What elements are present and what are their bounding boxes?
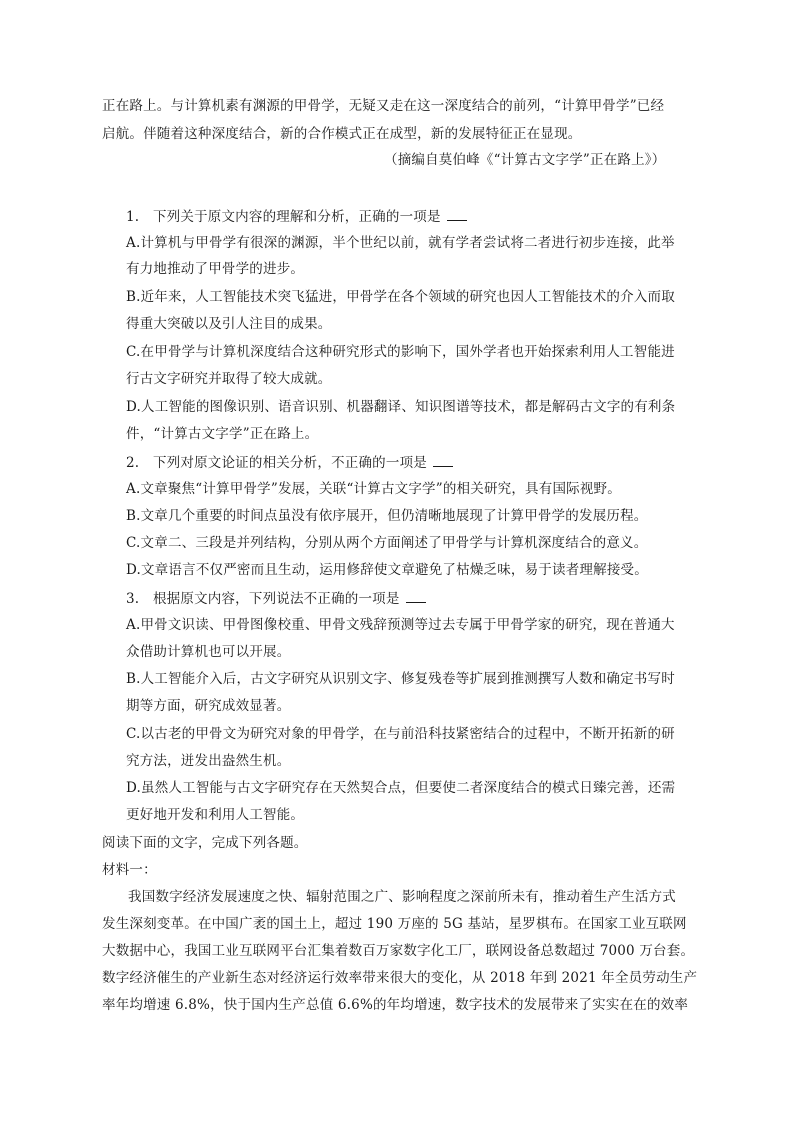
answer-blank[interactable] [406, 588, 426, 603]
question-3-stem [126, 588, 426, 609]
source-citation: （摘编自莫伯峰《“计算古文字学”正在路上》） [384, 152, 666, 168]
q1-option-d-line-1: D.人工智能的图像识别、语音识别、机器翻译、知识图谱等技术，都是解码古文字的有利条 [126, 399, 676, 415]
q2-option-d: D.文章语言不仅严密而且生动，运用修辞使文章避免了枯燥乏味，易于读者理解接受。 [126, 562, 648, 578]
q3-option-d-line-2: 更好地开发和利用人工智能。 [126, 807, 305, 823]
q3-option-b-line-2: 期等方面，研究成效显著。 [126, 698, 291, 714]
q2-option-b: B.文章几个重要的时间点虽没有依序展开，但仍清晰地展现了计算甲骨学的发展历程。 [126, 508, 648, 524]
q3-option-c-line-2: 究方法，迸发出盎然生机。 [126, 753, 291, 769]
intro-line-1: 正在路上。与计算机素有渊源的甲骨学，无疑又走在这一深度结合的前列，“计算甲骨学”已经 [102, 98, 665, 114]
question-3-stem-text: 3. 根据原文内容，下列说法不正确的一项是 [126, 591, 400, 607]
q3-option-b-line-1: B.人工智能介入后，古文字研究从识别文字、修复残卷等扩展到推测撰写人数和确定书写时 [126, 671, 675, 687]
q3-option-c-line-1: C.以古老的甲骨文为研究对象的甲骨学，在与前沿科技紧密结合的过程中，不断开拓新的研 [126, 726, 675, 742]
intro-line-2: 启航。伴随着这种深度结合，新的合作模式正在成型，新的发展特征正在显现。 [102, 126, 582, 142]
q1-option-c-line-2: 行古文字研究并取得了较大成就。 [126, 371, 332, 387]
q3-option-a-line-2: 众借助计算机也可以开展。 [126, 644, 291, 660]
q1-option-a-line-2: 有力地推动了甲骨学的进步。 [126, 261, 305, 277]
answer-blank[interactable] [447, 206, 467, 221]
reading-instruction: 阅读下面的文字，完成下列各题。 [102, 835, 308, 851]
question-1-stem-text: 1. 下列关于原文内容的理解和分析，正确的一项是 [126, 209, 441, 225]
material-line-1: 我国数字经济发展速度之快、辐射范围之广、影响程度之深前所未有，推动着生产生活方式 [128, 889, 676, 905]
q1-option-d-line-2: 件，“计算古文字学”正在路上。 [126, 426, 319, 442]
question-1-stem [126, 206, 467, 227]
material-label: 材料一： [102, 862, 157, 878]
q2-option-a: A.文章聚焦“计算甲骨学”发展，关联“计算古文字学”的相关研究，具有国际视野。 [126, 481, 621, 497]
q1-option-b-line-1: B.近年来，人工智能技术突飞猛进，甲骨学在各个领域的研究也因人工智能技术的介入而取 [126, 289, 675, 305]
q2-option-c: C.文章二、三段是并列结构，分别从两个方面阐述了甲骨学与计算机深度结合的意义。 [126, 535, 648, 551]
q3-option-d-line-1: D.虽然人工智能与古文字研究存在天然契合点，但要使二者深度结合的模式日臻完善，还需 [126, 780, 676, 796]
material-line-2: 发生深刻变革。在中国广袤的国土上，超过 190 万座的 5G 基站，星罗棋布。在国家工业互联网 [102, 916, 687, 932]
material-line-3: 大数据中心，我国工业互联网平台汇集着数百万家数字化工厂，联网设备总数超过 7000 万台套。 [102, 943, 695, 959]
q1-option-c-line-1: C.在甲骨学与计算机深度结合这种研究形式的影响下，国外学者也开始探索利用人工智能进 [126, 344, 675, 360]
material-line-5: 率年均增速 6.8%，快于国内生产总值 6.6%的年均增速，数字技术的发展带来了实实在在的效率 [102, 997, 689, 1013]
q1-option-a-line-1: A.计算机与甲骨学有很深的渊源，半个世纪以前，就有学者尝试将二者进行初步连接，此举 [126, 235, 675, 251]
question-2-stem [126, 452, 453, 473]
material-line-4: 数字经济催生的产业新生态对经济运行效率带来很大的变化，从 2018 年到 2021 年全员劳动生产 [102, 970, 698, 986]
q1-option-b-line-2: 得重大突破以及引人注目的成果。 [126, 316, 332, 332]
answer-blank[interactable] [433, 452, 453, 467]
q3-option-a-line-1: A.甲骨文识读、甲骨图像校重、甲骨文残辞预测等过去专属于甲骨学家的研究，现在普通大 [126, 617, 675, 633]
question-2-stem-text: 2. 下列对原文论证的相关分析，不正确的一项是 [126, 455, 427, 471]
